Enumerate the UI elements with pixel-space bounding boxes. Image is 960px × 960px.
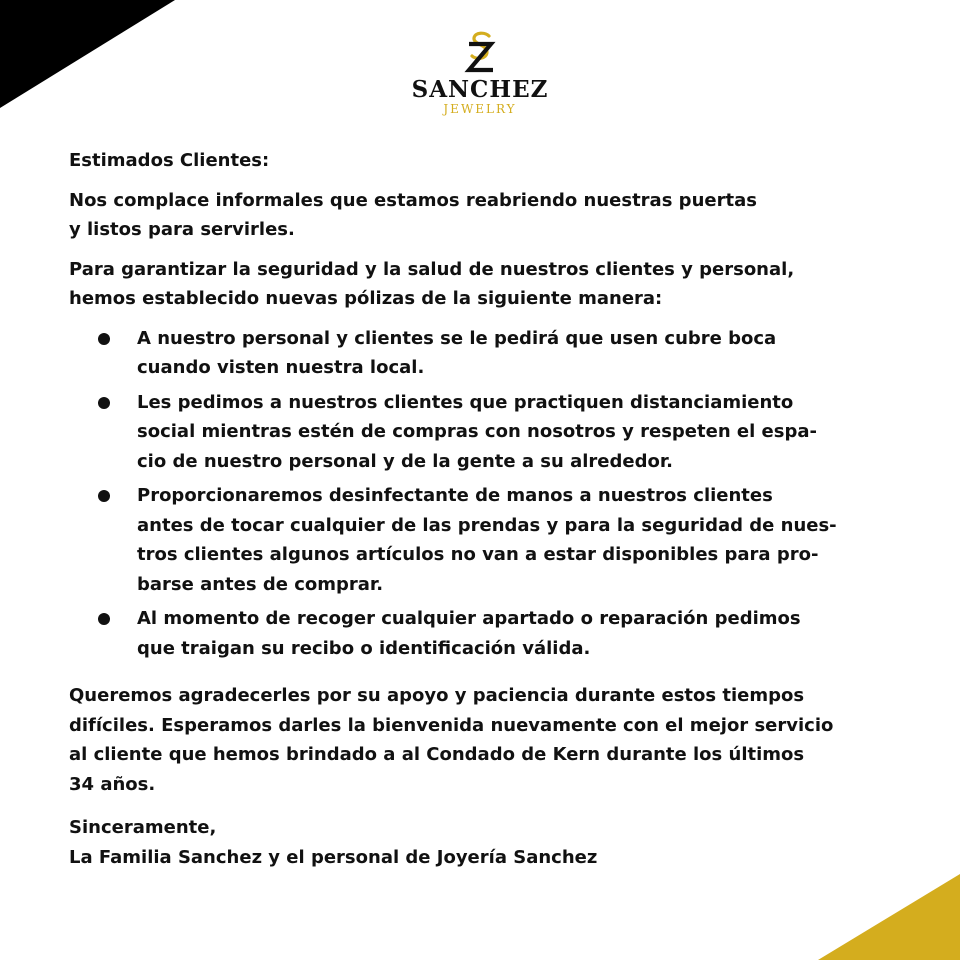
bullet-dot-icon [98, 613, 110, 625]
policy-list [69, 324, 909, 664]
list-item [69, 388, 909, 477]
text-line: tros clientes algunos artículos no van a estar disponibles para pro- [137, 544, 819, 565]
bullet-dot-icon [98, 490, 110, 502]
text-line: cio de nuestro personal y de la gente a su alrededor. [137, 450, 673, 472]
intro-paragraph [69, 186, 909, 245]
sanchez-jewelry-logo [0, 30, 960, 116]
text-line: Para garantizar la seguridad y la salud de nuestros clientes y personal, [69, 258, 795, 280]
list-item [69, 324, 909, 383]
text-line: al cliente que hemos brindado a al Condado de Kern durante los últimos [69, 744, 805, 765]
text-line: Les pedimos a nuestros clientes que practiquen distanciamiento [137, 391, 794, 413]
bullet-dot-icon [98, 397, 110, 409]
list-item [69, 481, 909, 599]
closing-block [69, 813, 909, 872]
text-line: hemos establecido nuevas pólizas de la siguiente manera: [69, 288, 663, 309]
signature: La Familia Sanchez y el personal de Joyería Sanchez [69, 846, 598, 868]
text-line: difíciles. Esperamos darles la bienvenida nuevamente con el mejor servicio [69, 714, 834, 736]
thanks-paragraph [69, 681, 909, 799]
text-line: antes de tocar cualquier de las prendas y para la seguridad de nues- [137, 514, 837, 536]
text-line: Nos complace informales que estamos reabriendo nuestras puertas [69, 189, 757, 211]
text-line: Al momento de recoger cualquier apartado o reparación pedimos [137, 608, 801, 629]
list-item [69, 604, 909, 663]
text-line: que traigan su recibo o identificación válida. [137, 637, 591, 659]
logo-name: SANCHEZ [411, 76, 549, 103]
text-line: social mientras estén de compras con nosotros y respeten el espa- [137, 421, 817, 442]
policy-paragraph [69, 255, 909, 314]
gold-corner-triangle [818, 874, 960, 960]
text-line: cuando visten nuestra local. [137, 357, 425, 378]
greeting: Estimados Clientes: [69, 150, 270, 171]
text-line: Proporcionaremos desinfectante de manos a nuestros clientes [137, 485, 773, 506]
closing-salutation: Sinceramente, [69, 817, 217, 838]
letter-body [69, 146, 909, 872]
bullet-dot-icon [98, 333, 110, 345]
sz-monogram-icon [463, 30, 497, 74]
text-line: Queremos agradecerles por su apoyo y paciencia durante estos tiempos [69, 685, 805, 706]
text-line: 34 años. [69, 773, 156, 795]
logo-subtitle: JEWELRY [443, 102, 517, 116]
text-line: barse antes de comprar. [137, 573, 384, 595]
text-line: y listos para servirles. [69, 219, 295, 240]
text-line: A nuestro personal y clientes se le pedirá que usen cubre boca [137, 327, 777, 349]
